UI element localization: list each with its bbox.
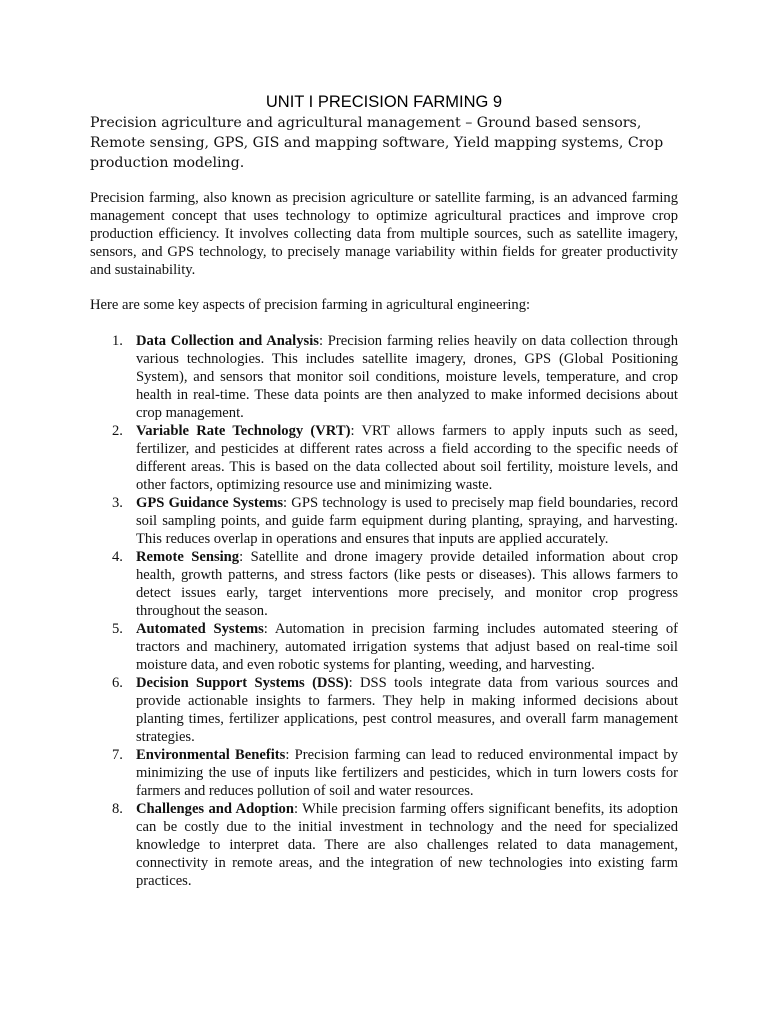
list-item (90, 620, 678, 674)
page-title: UNIT I PRECISION FARMING 9 (265, 93, 503, 111)
list-item (90, 422, 678, 494)
list-item-number: 1. (112, 333, 123, 349)
list-item-number: 8. (112, 801, 123, 817)
list-item-term: Decision Support Systems (DSS) (136, 675, 349, 691)
page-subtitle: Precision agriculture and agricultural management – Ground based sensors, Remote sensing, GPS, GIS and mapping software, Yield mapping systems, Crop production modeling. (90, 115, 664, 171)
list-item-term: GPS Guidance Systems (136, 495, 284, 511)
list-item-text: : While precision farming offers significant benefits, its adoption can be costly due to the initial investment in technology and the need for specialized knowledge to interpret data. There are also challenges related to data management, connectivity in remote areas, and the integration of new technologies into existing farm practices. (136, 801, 679, 889)
list-item-term: Environmental Benefits (136, 747, 286, 763)
lead-paragraph: Here are some key aspects of precision farming in agricultural engineering: (90, 297, 531, 313)
list-item (90, 494, 678, 548)
list-item-text: : Satellite and drone imagery provide detailed information about crop health, growth patterns, and stress factors (like pests or diseases). This allows farmers to detect issues early, target interventions more precisely, and monitor crop progress throughout the season. (136, 549, 678, 619)
list-item-term: Remote Sensing (136, 549, 240, 565)
list-item-number: 2. (112, 423, 123, 439)
list-item-number: 7. (112, 747, 123, 763)
list-item (90, 746, 678, 800)
list-item-number: 6. (112, 675, 123, 691)
list-item-term: Variable Rate Technology (VRT) (136, 423, 351, 439)
list-item-text: : Precision farming can lead to reduced environmental impact by minimizing the use of inputs like fertilizers and pesticides, which in turn lowers costs for farmers and reduces pollution of soil and water resources. (136, 747, 679, 799)
list-item-term: Data Collection and Analysis (136, 333, 319, 349)
list-item (90, 800, 678, 890)
intro-paragraph: Precision farming, also known as precision agriculture or satellite farming, is an advanced farming management concept that uses technology to optimize agricultural practices and improve crop production efficiency. It involves collecting data from multiple sources, such as satellite imagery, sensors, and GPS technology, to precisely manage variability within fields for greater productivity and sustainability. (90, 190, 678, 278)
list-item-text: : Automation in precision farming includes automated steering of tractors and machinery, automated irrigation systems that adjust based on real-time soil moisture data, and even robotic systems for planting, weeding, and harvesting. (136, 621, 678, 673)
list-item (90, 674, 678, 746)
list-item-text: : GPS technology is used to precisely map field boundaries, record soil sampling points, and guide farm equipment during planting, spraying, and harvesting. This reduces overlap in operations and ensures that inputs are applied accurately. (136, 495, 678, 547)
list-item-number: 4. (112, 549, 123, 565)
list-item-term: Challenges and Adoption (136, 801, 294, 817)
list-item-text: : VRT allows farmers to apply inputs such as seed, fertilizer, and pesticides at different rates across a field according to the specific needs of different areas. This is based on the data collected about soil fertility, moisture levels, and other factors, optimizing resource use and minimizing waste. (136, 423, 679, 493)
list-item (90, 548, 678, 620)
list-item-number: 5. (112, 621, 123, 637)
list-item (90, 332, 678, 422)
list-item-term: Automated Systems (136, 621, 264, 637)
list-item-text: : DSS tools integrate data from various sources and provide actionable insights to farmers. They help in making informed decisions about planting times, fertilizer applications, pest control measures, and overall farm management strategies. (136, 675, 679, 745)
list-item-number: 3. (112, 495, 123, 511)
list-item-text: : Precision farming relies heavily on data collection through various technologies. This includes satellite imagery, drones, GPS (Global Positioning System), and sensors that monitor soil conditions, moisture levels, temperature, and crop health in real-time. These data points are then analyzed to make informed decisions about crop management. (136, 333, 679, 421)
key-aspects-list (90, 332, 678, 890)
